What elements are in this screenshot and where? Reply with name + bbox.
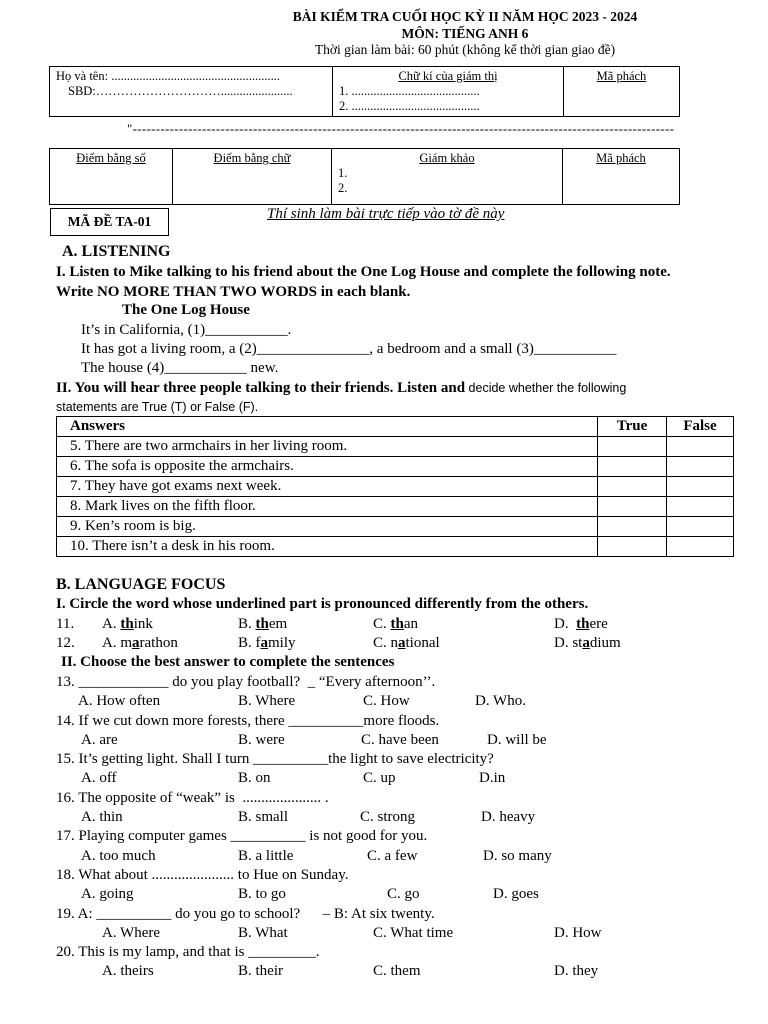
note-line-2: It has got a living room, a (2)_______________, a bedroom and a small (3)___________ (81, 341, 617, 357)
answer-option[interactable]: A. How often (78, 693, 161, 709)
underlined-part: th (390, 616, 404, 632)
statement: 10. There isn’t a desk in his room. (57, 537, 598, 557)
true-cell[interactable] (598, 497, 667, 517)
opt-text: C. (373, 616, 391, 632)
answer-option[interactable]: A. theirs (102, 963, 154, 979)
opt-text: rathon (139, 635, 178, 651)
question-13: 13. ____________ do you play football? _ “Every afternoon’’. (56, 674, 436, 690)
answer-option[interactable]: D. Who. (475, 693, 526, 709)
info-table (49, 66, 680, 117)
true-header: True (598, 417, 667, 437)
answer-option[interactable]: B. to go (238, 886, 286, 902)
note-line-1: It’s in California, (1)___________. (81, 322, 292, 338)
answer-option[interactable]: C. What time (373, 925, 454, 941)
opt-text: ink (133, 616, 153, 632)
q11-number: 11. (56, 616, 75, 632)
answer-option[interactable]: B. What (238, 925, 288, 941)
false-cell[interactable] (667, 497, 734, 517)
statement: 8. Mark lives on the fifth floor. (57, 497, 598, 517)
part2-title-bold: II. You will hear three people talking to their friends. Listen and (56, 380, 466, 396)
table-row (57, 457, 734, 477)
opt-text: A. m (102, 635, 132, 651)
name-field[interactable]: Họ và tên: ...................................................... (56, 69, 280, 83)
q11-option-a[interactable] (102, 615, 153, 634)
question-20: 20. This is my lamp, and that is _________. (56, 944, 320, 960)
exam-subject: MÔN: TIẾNG ANH 6 (401, 26, 529, 41)
underlined-part: th (255, 616, 269, 632)
part2-title-sans-2: statements are True (T) or False (F). (56, 400, 259, 414)
language-heading: B. LANGUAGE FOCUS (56, 576, 226, 593)
code-label-2: Mã phách (596, 151, 646, 165)
opt-text: B. f (238, 635, 261, 651)
q12-option-c[interactable] (373, 634, 440, 653)
score-table (49, 148, 680, 205)
part2-title-sans: decide whether the following (465, 381, 627, 395)
table-row (57, 477, 734, 497)
answer-option[interactable]: C. have been (361, 732, 439, 748)
true-cell[interactable] (598, 537, 667, 557)
answer-option[interactable]: B. a little (238, 848, 294, 864)
signature-label: Chữ kí của giám thị (398, 69, 498, 83)
answer-option[interactable]: A. Where (102, 925, 161, 941)
answer-option[interactable]: C. go (387, 886, 420, 902)
answer-option[interactable]: A. thin (81, 809, 123, 825)
q12-option-b[interactable] (238, 634, 296, 653)
opt-text: D. (554, 616, 577, 632)
note-line-3: The house (4)___________ new. (81, 360, 279, 376)
question-14: 14. If we cut down more forests, there __________more floods. (56, 713, 440, 729)
answer-option[interactable]: D. goes (493, 886, 539, 902)
question-17: 17. Playing computer games __________ is not good for you. (56, 828, 428, 844)
answer-option[interactable]: B. Where (238, 693, 296, 709)
lang-part2-title: II. Choose the best answer to complete the sentences (61, 654, 395, 670)
answer-option[interactable]: B. on (238, 770, 271, 786)
underlined-part: a (582, 635, 590, 651)
exam-time: Thời gian làm bài: 60 phút (không kể thời gian giao đề) (314, 42, 616, 57)
score-words-label: Điểm bằng chữ (213, 151, 291, 165)
table-row (57, 497, 734, 517)
answers-header: Answers (57, 417, 598, 437)
table-row (57, 437, 734, 457)
examiner-line-2: 2. (338, 181, 348, 195)
answer-option[interactable]: A. off (81, 770, 117, 786)
true-cell[interactable] (598, 517, 667, 537)
answer-option[interactable]: B. their (238, 963, 283, 979)
answer-option[interactable]: A. going (81, 886, 134, 902)
question-16: 16. The opposite of “weak” is ..................... . (56, 790, 329, 806)
answer-option[interactable]: C. a few (367, 848, 418, 864)
question-15: 15. It’s getting light. Shall I turn __________the light to save electricity? (56, 751, 494, 767)
false-cell[interactable] (667, 517, 734, 537)
statement: 5. There are two armchairs in her living room. (57, 437, 598, 457)
answer-option[interactable]: B. were (238, 732, 285, 748)
opt-text: C. n (373, 635, 399, 651)
opt-text: tional (405, 635, 440, 651)
answer-option[interactable]: C. How (363, 693, 410, 709)
q12-option-d[interactable] (554, 634, 621, 653)
question-18: 18. What about ...................... to Hue on Sunday. (56, 867, 349, 883)
false-cell[interactable] (667, 477, 734, 497)
question-19: 19. A: __________ do you go to school? – B: At six twenty. (56, 906, 435, 922)
underlined-part: a (132, 635, 140, 651)
opt-text: an (403, 616, 419, 632)
opt-text: B. (238, 616, 256, 632)
answer-option[interactable]: D. so many (483, 848, 552, 864)
opt-text: em (268, 616, 288, 632)
instruction: Thí sinh làm bài trực tiếp vào tờ đề này (267, 206, 505, 222)
sbd-field[interactable]: SBD:…………………………....................... (68, 84, 293, 98)
answer-option[interactable]: D. How (554, 925, 602, 941)
part1-title: I. Listen to Mike talking to his friend about the One Log House and complete the following note. (56, 264, 671, 280)
answer-option[interactable]: C. strong (360, 809, 416, 825)
true-cell[interactable] (598, 477, 667, 497)
answer-option[interactable]: C. them (373, 963, 421, 979)
false-cell[interactable] (667, 457, 734, 477)
part1-title-2: Write NO MORE THAN TWO WORDS in each blank. (56, 284, 411, 300)
opt-text: A. (102, 616, 121, 632)
answer-option[interactable]: D.in (479, 770, 506, 786)
underlined-part: th (576, 616, 590, 632)
part2-title (56, 380, 626, 397)
true-false-table (56, 416, 734, 557)
opt-text: ere (589, 616, 608, 632)
signature-line-2: 2. ......................................... (339, 99, 480, 113)
answer-option[interactable]: A. too much (81, 848, 156, 864)
statement: 7. They have got exams next week. (57, 477, 598, 497)
answer-option[interactable]: D. they (554, 963, 599, 979)
cut-line: "--------------------------------------------------------------------------------------------------------------------- (127, 121, 675, 136)
opt-text: D. st (554, 635, 583, 651)
q11-option-b[interactable] (238, 615, 287, 634)
opt-text: dium (589, 635, 621, 651)
underlined-part: th (120, 616, 134, 632)
signature-line-1: 1. ......................................... (339, 84, 480, 98)
true-cell[interactable] (598, 457, 667, 477)
false-cell[interactable] (667, 537, 734, 557)
exam-title: BÀI KIỂM TRA CUỐI HỌC KỲ II NĂM HỌC 2023 - 2024 (292, 9, 638, 24)
statement: 6. The sofa is opposite the armchairs. (57, 457, 598, 477)
q12-option-a[interactable] (102, 634, 178, 653)
code-label: Mã phách (596, 69, 647, 83)
lang-part1-title: I. Circle the word whose underlined part is pronounced differently from the others. (56, 596, 589, 612)
note-title: The One Log House (122, 302, 250, 318)
answer-option[interactable]: A. are (81, 732, 118, 748)
listening-heading: A. LISTENING (62, 243, 171, 260)
opt-text: mily (268, 635, 296, 651)
answer-option[interactable]: D. will be (487, 732, 547, 748)
false-header: False (667, 417, 734, 437)
true-cell[interactable] (598, 437, 667, 457)
underlined-part: a (260, 635, 268, 651)
q12-number: 12. (56, 635, 75, 651)
false-cell[interactable] (667, 437, 734, 457)
score-number-label: Điểm bằng số (76, 151, 146, 165)
examiner-label: Giám khảo (419, 151, 475, 165)
underlined-part: a (398, 635, 406, 651)
answer-option[interactable]: B. small (238, 809, 289, 825)
q11-option-d[interactable] (554, 615, 608, 634)
table-row (57, 537, 734, 557)
q11-option-c[interactable] (373, 615, 418, 634)
table-row (57, 517, 734, 537)
answer-option[interactable]: D. heavy (481, 809, 536, 825)
examiner-line-1: 1. (338, 166, 348, 180)
answer-option[interactable]: C. up (363, 770, 396, 786)
statement: 9. Ken’s room is big. (57, 517, 598, 537)
exam-code: MÃ ĐỀ TA-01 (50, 208, 169, 236)
